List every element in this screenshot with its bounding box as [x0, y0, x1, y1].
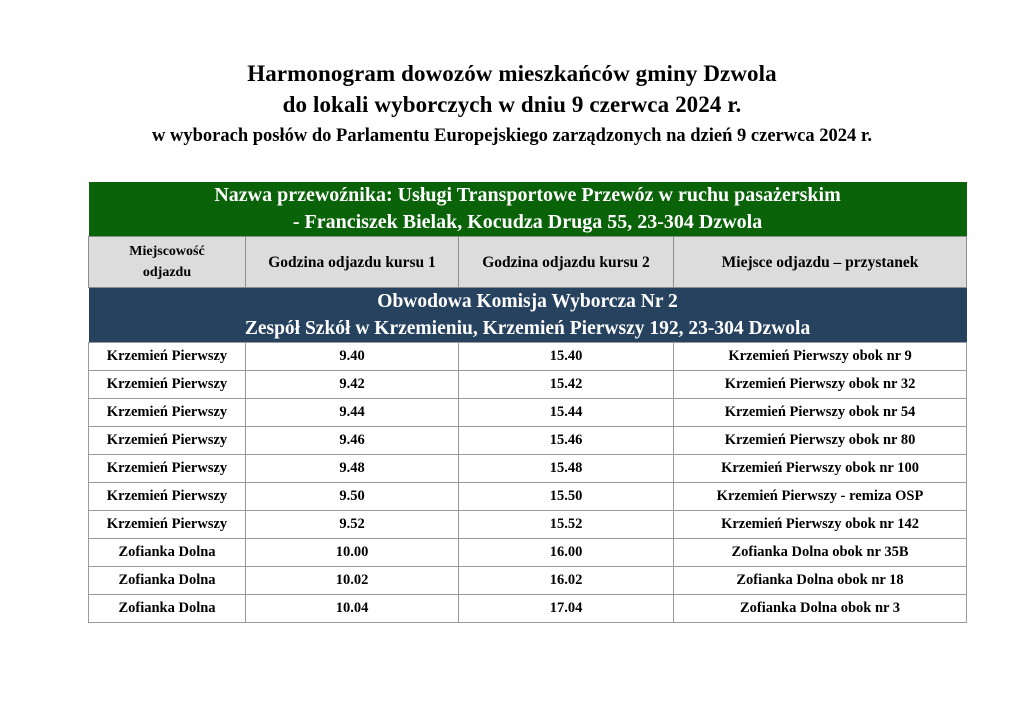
table-cell-locality: Krzemień Pierwszy	[89, 427, 246, 455]
table-cell-locality: Krzemień Pierwszy	[89, 455, 246, 483]
page-title-line-2: do lokali wyborczych w dniu 9 czerwca 2024 r.	[282, 92, 742, 117]
table-cell-stop: Krzemień Pierwszy obok nr 100	[674, 455, 967, 483]
schedule-table-container	[88, 182, 966, 623]
table-cell-stop: Krzemień Pierwszy obok nr 32	[674, 371, 967, 399]
table-cell-departure-2: 15.50	[459, 483, 674, 511]
schedule-table	[88, 182, 967, 623]
commission-banner-line-1: Obwodowa Komisja Wyborcza Nr 2	[377, 291, 678, 312]
table-cell-departure-2: 17.04	[459, 595, 674, 623]
table-cell-departure-2: 15.40	[459, 343, 674, 371]
table-cell-departure-1: 10.02	[246, 567, 459, 595]
commission-banner-line-2: Zespół Szkół w Krzemieniu, Krzemień Pierwszy 192, 23-304 Dzwola	[244, 318, 811, 339]
table-cell-locality: Krzemień Pierwszy	[89, 343, 246, 371]
table-cell-stop: Krzemień Pierwszy obok nr 54	[674, 399, 967, 427]
table-row	[89, 427, 967, 455]
column-header-departure-1: Godzina odjazdu kursu 1	[246, 237, 459, 288]
carrier-banner-line-1: Nazwa przewoźnika: Usługi Transportowe Przewóz w ruchu pasażerskim	[214, 184, 841, 206]
table-cell-departure-2: 16.02	[459, 567, 674, 595]
column-header-locality	[89, 237, 246, 288]
table-cell-departure-2: 15.46	[459, 427, 674, 455]
table-cell-departure-1: 9.46	[246, 427, 459, 455]
table-cell-stop: Zofianka Dolna obok nr 3	[674, 595, 967, 623]
table-cell-stop: Zofianka Dolna obok nr 18	[674, 567, 967, 595]
table-cell-stop: Krzemień Pierwszy obok nr 142	[674, 511, 967, 539]
page-title-line-1: Harmonogram dowozów mieszkańców gminy Dzwola	[247, 61, 777, 86]
table-row	[89, 399, 967, 427]
table-cell-departure-2: 15.48	[459, 455, 674, 483]
column-header-locality-line-2: odjazdu	[142, 265, 192, 280]
table-cell-locality: Krzemień Pierwszy	[89, 511, 246, 539]
table-cell-departure-1: 9.52	[246, 511, 459, 539]
table-cell-locality: Krzemień Pierwszy	[89, 371, 246, 399]
commission-banner	[89, 288, 967, 343]
table-cell-departure-2: 16.00	[459, 539, 674, 567]
column-header-locality-line-1: Miejscowość	[129, 244, 205, 259]
table-cell-departure-1: 10.04	[246, 595, 459, 623]
carrier-banner-row	[89, 182, 967, 237]
table-row	[89, 343, 967, 371]
table-cell-locality: Krzemień Pierwszy	[89, 483, 246, 511]
table-cell-stop: Krzemień Pierwszy obok nr 80	[674, 427, 967, 455]
table-row	[89, 595, 967, 623]
column-header-stop: Miejsce odjazdu – przystanek	[674, 237, 967, 288]
table-cell-departure-1: 9.44	[246, 399, 459, 427]
table-row	[89, 371, 967, 399]
commission-banner-row	[89, 288, 967, 343]
table-cell-departure-1: 9.40	[246, 343, 459, 371]
table-cell-departure-1: 9.48	[246, 455, 459, 483]
carrier-banner-line-2: - Franciszek Bielak, Kocudza Druga 55, 23-304 Dzwola	[292, 211, 763, 233]
page-subtitle: w wyborach posłów do Parlamentu Europejskiego zarządzonych na dzień 9 czerwca 2024 r.	[152, 126, 872, 146]
carrier-banner	[89, 182, 967, 237]
table-cell-departure-2: 15.44	[459, 399, 674, 427]
table-row	[89, 455, 967, 483]
table-row	[89, 511, 967, 539]
table-cell-departure-1: 10.00	[246, 539, 459, 567]
table-row	[89, 539, 967, 567]
column-header-departure-2: Godzina odjazdu kursu 2	[459, 237, 674, 288]
table-cell-departure-1: 9.42	[246, 371, 459, 399]
table-cell-departure-2: 15.52	[459, 511, 674, 539]
table-cell-locality: Krzemień Pierwszy	[89, 399, 246, 427]
table-cell-stop: Krzemień Pierwszy obok nr 9	[674, 343, 967, 371]
schedule-table-body	[89, 182, 967, 623]
document-title-block	[0, 0, 1024, 150]
table-cell-locality: Zofianka Dolna	[89, 595, 246, 623]
table-cell-stop: Krzemień Pierwszy - remiza OSP	[674, 483, 967, 511]
table-cell-locality: Zofianka Dolna	[89, 539, 246, 567]
table-row	[89, 483, 967, 511]
column-header-row	[89, 237, 967, 288]
table-cell-locality: Zofianka Dolna	[89, 567, 246, 595]
table-cell-departure-1: 9.50	[246, 483, 459, 511]
table-row	[89, 567, 967, 595]
table-cell-stop: Zofianka Dolna obok nr 35B	[674, 539, 967, 567]
table-cell-departure-2: 15.42	[459, 371, 674, 399]
